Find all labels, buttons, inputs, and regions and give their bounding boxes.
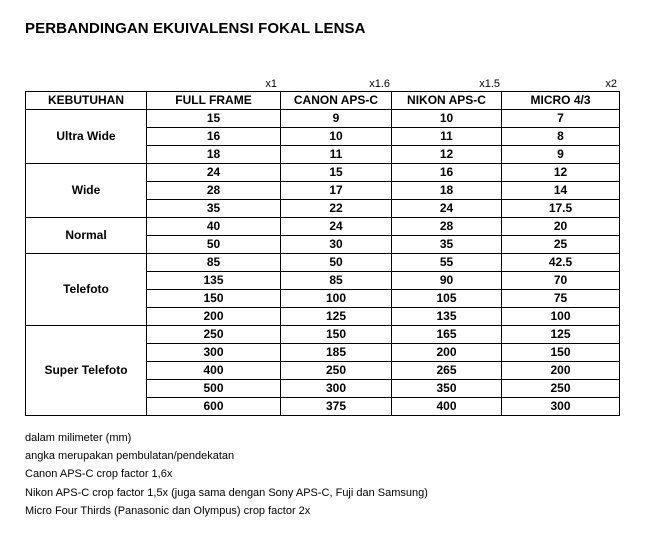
cell-full-frame: 28 xyxy=(147,182,281,200)
cell-nikon-aps-c: 35 xyxy=(392,236,502,254)
cell-nikon-aps-c: 265 xyxy=(392,362,502,380)
cell-nikon-aps-c: 165 xyxy=(392,326,502,344)
group-label: Ultra Wide xyxy=(26,110,147,164)
cell-full-frame: 85 xyxy=(147,254,281,272)
cell-full-frame: 18 xyxy=(147,146,281,164)
cell-nikon-aps-c: 18 xyxy=(392,182,502,200)
cell-canon-aps-c: 125 xyxy=(281,308,392,326)
focal-comparison-table xyxy=(25,91,620,416)
cell-nikon-aps-c: 12 xyxy=(392,146,502,164)
cell-nikon-aps-c: 11 xyxy=(392,128,502,146)
crop-factor-nikon: x1.5 xyxy=(479,78,500,90)
cell-canon-aps-c: 15 xyxy=(281,164,392,182)
cell-canon-aps-c: 22 xyxy=(281,200,392,218)
cell-full-frame: 150 xyxy=(147,290,281,308)
page-title: PERBANDINGAN EKUIVALENSI FOKAL LENSA xyxy=(25,20,366,37)
cell-canon-aps-c: 185 xyxy=(281,344,392,362)
cell-micro-four-thirds: 25 xyxy=(502,236,620,254)
table-body xyxy=(26,110,620,416)
cell-canon-aps-c: 300 xyxy=(281,380,392,398)
cell-micro-four-thirds: 250 xyxy=(502,380,620,398)
cell-canon-aps-c: 30 xyxy=(281,236,392,254)
cell-nikon-aps-c: 90 xyxy=(392,272,502,290)
cell-canon-aps-c: 11 xyxy=(281,146,392,164)
cell-micro-four-thirds: 150 xyxy=(502,344,620,362)
group-label: Normal xyxy=(26,218,147,254)
cell-nikon-aps-c: 28 xyxy=(392,218,502,236)
cell-canon-aps-c: 10 xyxy=(281,128,392,146)
cell-micro-four-thirds: 300 xyxy=(502,398,620,416)
cell-nikon-aps-c: 24 xyxy=(392,200,502,218)
cell-full-frame: 24 xyxy=(147,164,281,182)
cell-micro-four-thirds: 125 xyxy=(502,326,620,344)
header-kebutuhan: KEBUTUHAN xyxy=(26,92,147,110)
cell-full-frame: 600 xyxy=(147,398,281,416)
cell-canon-aps-c: 250 xyxy=(281,362,392,380)
cell-canon-aps-c: 17 xyxy=(281,182,392,200)
note-line: Micro Four Thirds (Panasonic dan Olympus) crop factor 2x xyxy=(25,504,311,517)
cell-micro-four-thirds: 200 xyxy=(502,362,620,380)
cell-micro-four-thirds: 8 xyxy=(502,128,620,146)
cell-full-frame: 200 xyxy=(147,308,281,326)
cell-full-frame: 15 xyxy=(147,110,281,128)
cell-full-frame: 400 xyxy=(147,362,281,380)
cell-micro-four-thirds: 75 xyxy=(502,290,620,308)
cell-full-frame: 35 xyxy=(147,200,281,218)
cell-micro-four-thirds: 12 xyxy=(502,164,620,182)
cell-nikon-aps-c: 350 xyxy=(392,380,502,398)
header-nikon-aps-c: NIKON APS-C xyxy=(392,92,502,110)
cell-nikon-aps-c: 16 xyxy=(392,164,502,182)
crop-factor-full-frame: x1 xyxy=(265,78,277,90)
group-label: Telefoto xyxy=(26,254,147,326)
cell-nikon-aps-c: 105 xyxy=(392,290,502,308)
cell-nikon-aps-c: 55 xyxy=(392,254,502,272)
table-row xyxy=(26,164,620,182)
cell-micro-four-thirds: 70 xyxy=(502,272,620,290)
cell-canon-aps-c: 100 xyxy=(281,290,392,308)
cell-nikon-aps-c: 400 xyxy=(392,398,502,416)
cell-nikon-aps-c: 200 xyxy=(392,344,502,362)
cell-full-frame: 300 xyxy=(147,344,281,362)
cell-micro-four-thirds: 20 xyxy=(502,218,620,236)
cell-micro-four-thirds: 9 xyxy=(502,146,620,164)
cell-full-frame: 16 xyxy=(147,128,281,146)
note-line: angka merupakan pembulatan/pendekatan xyxy=(25,450,235,463)
cell-full-frame: 250 xyxy=(147,326,281,344)
note-line: dalam milimeter (mm) xyxy=(25,432,132,444)
cell-micro-four-thirds: 14 xyxy=(502,182,620,200)
cell-micro-four-thirds: 42.5 xyxy=(502,254,620,272)
cell-nikon-aps-c: 10 xyxy=(392,110,502,128)
note-line: Nikon APS-C crop factor 1,5x (juga sama dengan Sony APS-C, Fuji dan Samsung) xyxy=(25,486,428,499)
header-micro-four-thirds: MICRO 4/3 xyxy=(502,92,620,110)
cell-nikon-aps-c: 135 xyxy=(392,308,502,326)
cell-canon-aps-c: 50 xyxy=(281,254,392,272)
cell-micro-four-thirds: 100 xyxy=(502,308,620,326)
cell-canon-aps-c: 9 xyxy=(281,110,392,128)
table-row xyxy=(26,110,620,128)
group-label: Wide xyxy=(26,164,147,218)
crop-factor-canon: x1.6 xyxy=(369,78,390,90)
notes xyxy=(25,429,428,520)
group-label: Super Telefoto xyxy=(26,326,147,416)
table-row xyxy=(26,254,620,272)
cell-micro-four-thirds: 17.5 xyxy=(502,200,620,218)
cell-full-frame: 500 xyxy=(147,380,281,398)
table-row xyxy=(26,326,620,344)
cell-micro-four-thirds: 7 xyxy=(502,110,620,128)
cell-canon-aps-c: 150 xyxy=(281,326,392,344)
cell-full-frame: 40 xyxy=(147,218,281,236)
cell-full-frame: 50 xyxy=(147,236,281,254)
note-line: Canon APS-C crop factor 1,6x xyxy=(25,468,173,481)
table-row xyxy=(26,218,620,236)
cell-canon-aps-c: 24 xyxy=(281,218,392,236)
header-canon-aps-c: CANON APS-C xyxy=(281,92,392,110)
cell-full-frame: 135 xyxy=(147,272,281,290)
table-header-row xyxy=(26,92,620,110)
cell-canon-aps-c: 85 xyxy=(281,272,392,290)
header-full-frame: FULL FRAME xyxy=(147,92,281,110)
crop-factor-micro43: x2 xyxy=(605,78,617,90)
cell-canon-aps-c: 375 xyxy=(281,398,392,416)
